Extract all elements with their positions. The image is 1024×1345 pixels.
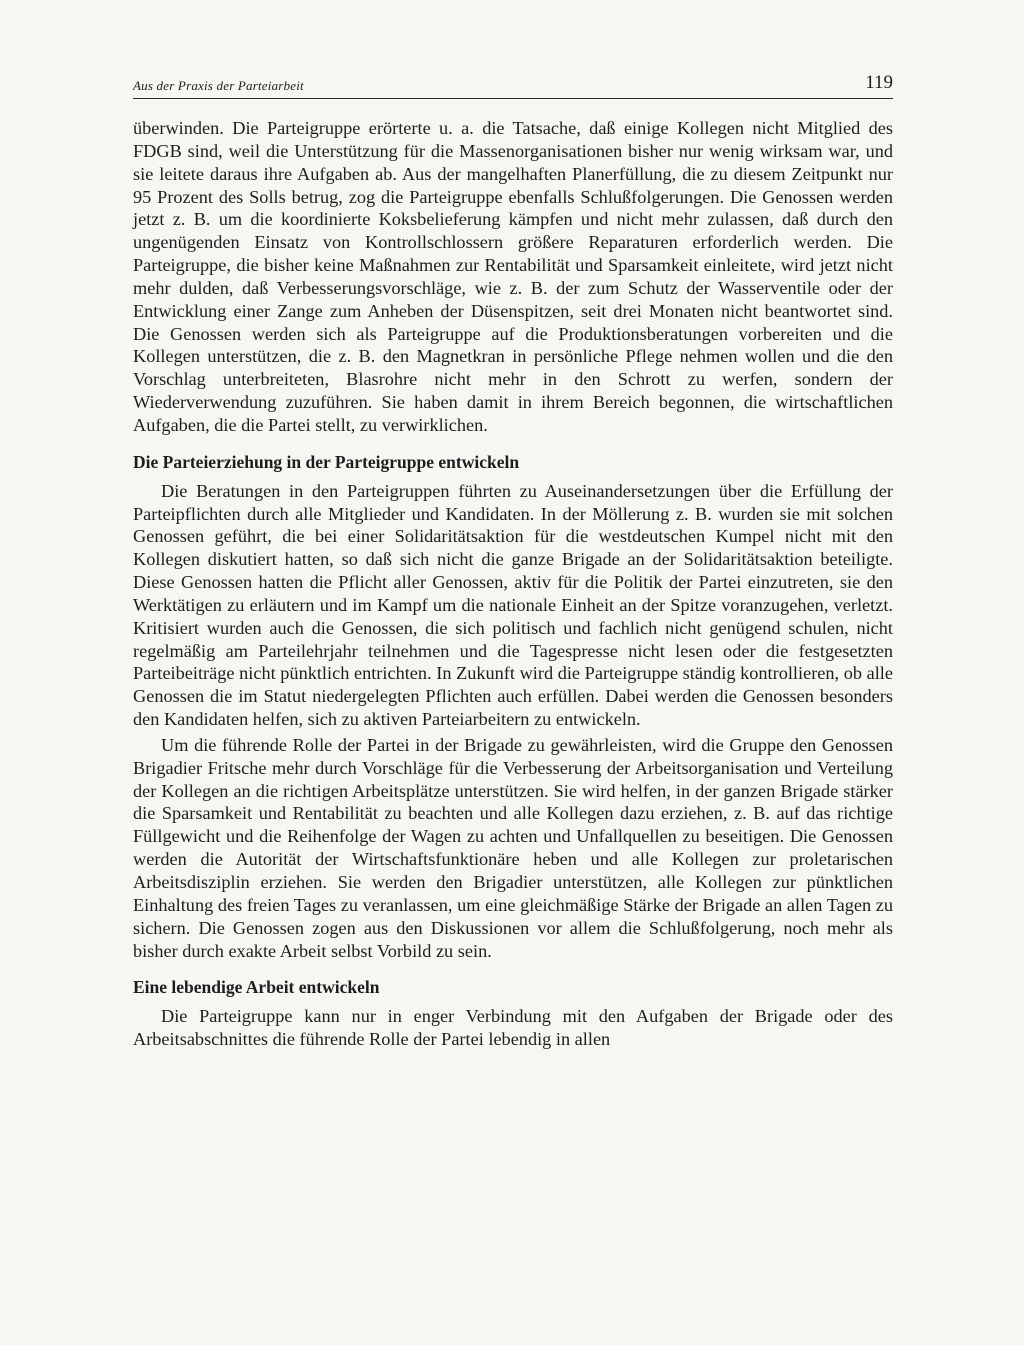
section-heading-lebendige-arbeit: Eine lebendige Arbeit entwickeln bbox=[133, 977, 380, 998]
body-text bbox=[133, 117, 893, 1051]
paragraph-3: Um die führende Rolle der Partei in der Brigade zu gewährleisten, wird die Gruppe den Genossen Brigadier Fritsche mehr durch Vorschläge für die Verbesserung der Arbeitsorganisation und Verteilung der Kollegen an die richtigen Arbeitsplätze unterstützen. Sie wird helfen, in der ganzen Brigade stärker die Sparsamkeit und Rentabilität zu beachten und alle Kollegen dazu erziehen, z. B. auf das richtige Füllgewicht und die Reihenfolge der Wagen zu achten und Unfallquellen zu beseitigen. Die Genossen werden die Autorität der Wirtschaftsfunktionäre heben und alle Kollegen zur proletarischen Arbeitsdisziplin erziehen. Sie werden den Brigadier unterstützen, alle Kollegen zur pünktlichen Einhaltung des freien Tages zu veranlassen, um eine gleichmäßige Stärke der Brigade an allen Tagen zu sichern. Die Genossen zogen aus den Diskussionen vor allem die Schlußfolgerung, noch mehr als bisher durch exakte Arbeit selbst Vorbild zu sein. bbox=[133, 734, 893, 961]
header-rule bbox=[133, 98, 893, 99]
running-head: Aus der Praxis der Parteiarbeit bbox=[133, 78, 304, 93]
paragraph-1: überwinden. Die Parteigruppe erörterte u. a. die Tatsache, daß einige Kollegen nicht Mitglied des FDGB sind, weil die Unterstützung für die Massenorganisationen bisher nur wenig wirksam war, und sie leitete daraus ihre Aufgaben ab. Aus der mangelhaften Planerfüllung, die zu diesem Zeitpunkt nur 95 Prozent des Solls betrug, zog die Parteigruppe ebenfalls Schlußfolgerungen. Die Genossen werden jetzt z. B. um die koordinierte Koksbelieferung kämpfen und nicht mehr zulassen, daß durch den ungenügenden Einsatz von Kontrollschlossern größere Reparaturen erforderlich werden. Die Parteigruppe, die bisher keine Maßnahmen zur Rentabilität und Sparsamkeit einleitete, wird jetzt nicht mehr dulden, daß Verbesserungsvorschläge, wie z. B. der zum Schutz der Wasserventile oder der Entwicklung einer Zange zum Anheben der Düsenspitzen, seit drei Monaten nicht beantwortet sind. Die Genossen werden sich als Parteigruppe auf die Produktionsberatungen vorbereiten und die Kollegen unterstützen, die z. B. den Magnetkran in persönliche Pflege nehmen wollen und die den Vorschlag unterbreiteten, Blasrohre nicht mehr in den Schrott zu werfen, sondern der Wiederverwendung zuzuführen. Sie haben damit in ihrem Bereich begonnen, die wirtschaftlichen Aufgaben, die die Partei stellt, zu verwirklichen. bbox=[133, 118, 893, 435]
page-number: 119 bbox=[865, 72, 893, 93]
page-header bbox=[133, 74, 893, 100]
paragraph-2: Die Beratungen in den Parteigruppen führten zu Auseinandersetzungen über die Erfüllung der Parteipflichten durch alle Mitglieder und Kandidaten. In der Möllerung z. B. wurden sie mit solchen Genossen geführt, die bei einer Solidaritätsaktion für die westdeutschen Kumpel nicht mit den Kollegen diskutiert hatten, so daß sich nicht die ganze Brigade an der Solidaritätsaktion beteiligte. Diese Genossen hatten die Pflicht aller Genossen, aktiv für die Politik der Partei einzutreten, sie den Werktätigen zu erläutern und im Kampf um die nationale Einheit an der Spitze voranzugehen, verletzt. Kritisiert wurden auch die Genossen, die sich politisch und fachlich nicht genügend schulen, nicht regelmäßig am Parteilehrjahr teilnehmen und die Tagespresse nicht lesen oder die festgesetzten Parteibeiträge nicht pünktlich entrichten. In Zukunft wird die Parteigruppe ständig kontrollieren, ob alle Genossen die im Statut niedergelegten Pflichten auch erfüllen. Dabei werden die Genossen besonders den Kandidaten helfen, sich zu aktiven Parteiarbeitern zu entwickeln. bbox=[133, 480, 893, 730]
paragraph-4: Die Parteigruppe kann nur in enger Verbindung mit den Aufgaben der Brigade oder des Arbeitsabschnittes die führende Rolle der Partei lebendig in allen bbox=[133, 1006, 893, 1050]
section-heading-parteierziehung: Die Parteierziehung in der Parteigruppe entwickeln bbox=[133, 451, 520, 472]
